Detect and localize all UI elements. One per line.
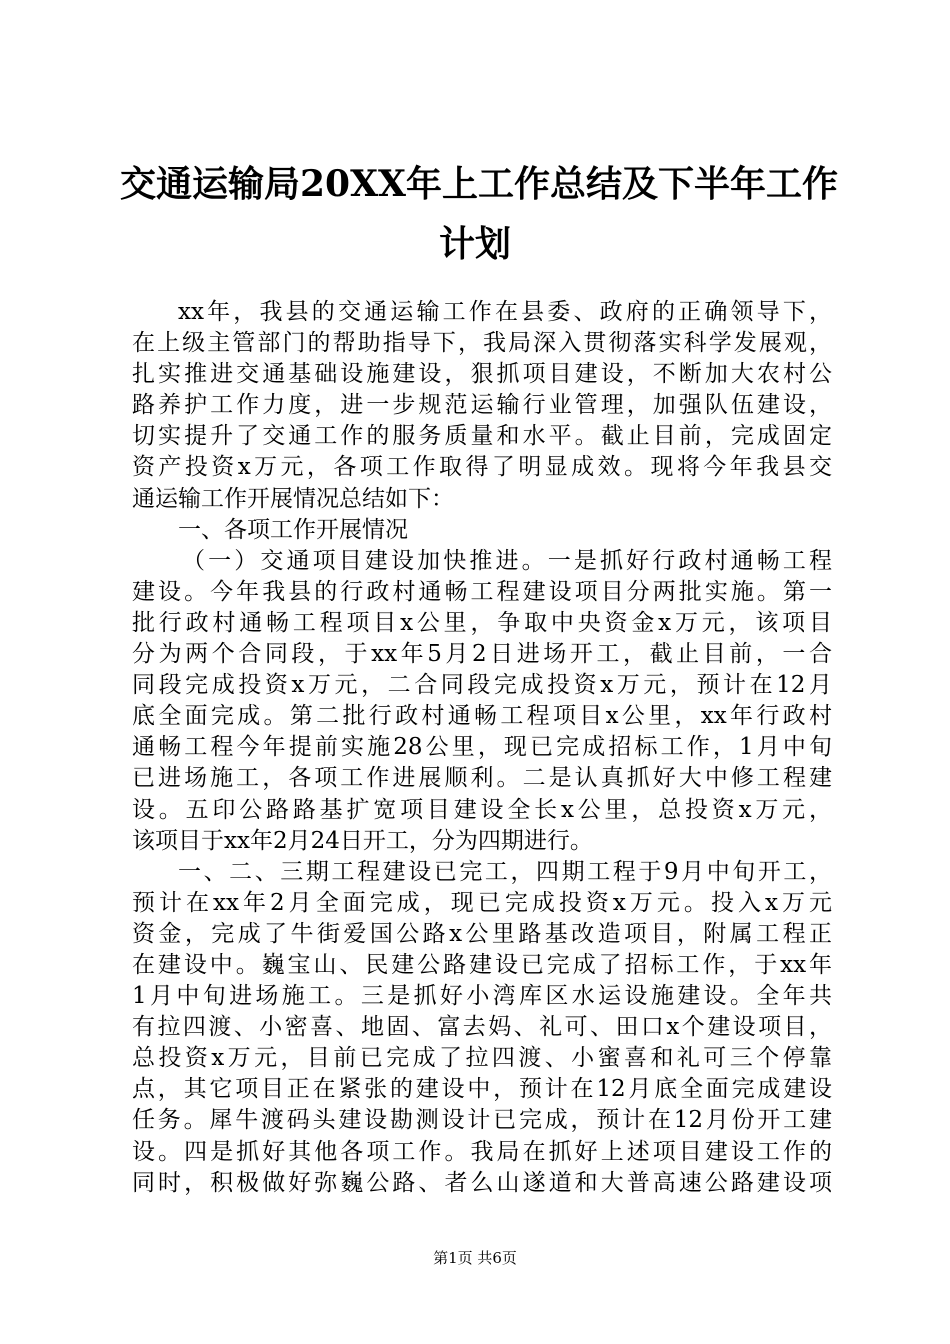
page-footer: 第1页 共6页: [433, 1249, 517, 1267]
body-line: （一）交通项目建设加快推进。一是抓好行政村通畅工程: [182, 547, 832, 574]
body-line: 在上级主管部门的帮助指导下，我局深入贯彻落实科学发展观，: [132, 330, 832, 357]
body-line: 任务。犀牛渡码头建设勘测设计已完成，预计在12月份开工建: [132, 1107, 832, 1134]
body-line: 资产投资x万元，各项工作取得了明显成效。现将今年我县交: [132, 454, 832, 481]
body-line: 批行政村通畅工程项目x公里，争取中央资金x万元，该项目: [132, 609, 832, 636]
body-line: 通运输工作开展情况总结如下：: [132, 485, 454, 512]
body-line: 同时，积极做好弥巍公路、者么山遂道和大普高速公路建设项: [132, 1169, 832, 1196]
body-line: 通畅工程今年提前实施28公里，现已完成招标工作，1月中旬: [132, 734, 832, 761]
body-line: 已进场施工，各项工作进展顺利。二是认真抓好大中修工程建: [132, 765, 832, 792]
body-line: 一、二、三期工程建设已完工，四期工程于9月中旬开工，: [178, 858, 832, 885]
section-heading: 一、各项工作开展情况: [178, 516, 408, 543]
body-line: xx年，我县的交通运输工作在县委、政府的正确领导下，: [178, 299, 832, 325]
document-title-line-2: 计划: [438, 223, 511, 265]
body-line: 切实提升了交通工作的服务质量和水平。截止目前，完成固定: [132, 423, 832, 450]
body-line: 分为两个合同段，于xx年5月2日进场开工，截止目前，一合: [132, 641, 832, 668]
body-line: 设。四是抓好其他各项工作。我局在抓好上述项目建设工作的: [132, 1138, 832, 1165]
body-line: 底全面完成。第二批行政村通畅工程项目x公里，xx年行政村: [132, 703, 832, 730]
body-line: 1月中旬进场施工。三是抓好小湾库区水运设施建设。全年共: [132, 983, 832, 1010]
body-line: 路养护工作力度，进一步规范运输行业管理，加强队伍建设，: [132, 392, 832, 419]
body-line: 同段完成投资x万元，二合同段完成投资x万元，预计在12月: [132, 672, 832, 699]
body-line: 预计在xx年2月全面完成，现已完成投资x万元。投入x万元: [132, 889, 832, 916]
body-line: 该项目于xx年2月24日开工，分为四期进行。: [132, 827, 593, 854]
body-line: 总投资x万元，目前已完成了拉四渡、小蜜喜和礼可三个停靠: [132, 1045, 832, 1072]
document-body: [132, 297, 832, 1199]
body-line: 建设。今年我县的行政村通畅工程建设项目分两批实施。第一: [132, 578, 832, 605]
body-line: 资金，完成了牛街爱国公路x公里路基改造项目，附属工程正: [132, 920, 832, 947]
body-line: 有拉四渡、小密喜、地固、富去妈、礼可、田口x个建设项目，: [132, 1014, 832, 1041]
body-line: 设。五印公路路基扩宽项目建设全长x公里，总投资x万元，: [132, 796, 832, 823]
body-line: 在建设中。巍宝山、民建公路建设已完成了招标工作，于xx年: [132, 951, 832, 978]
body-line: 扎实推进交通基础设施建设，狠抓项目建设，不断加大农村公: [132, 361, 832, 388]
body-line: 点，其它项目正在紧张的建设中，预计在12月底全面完成建设: [132, 1076, 832, 1103]
document-title-line-1: 交通运输局20XX年上工作总结及下半年工作: [120, 163, 838, 205]
